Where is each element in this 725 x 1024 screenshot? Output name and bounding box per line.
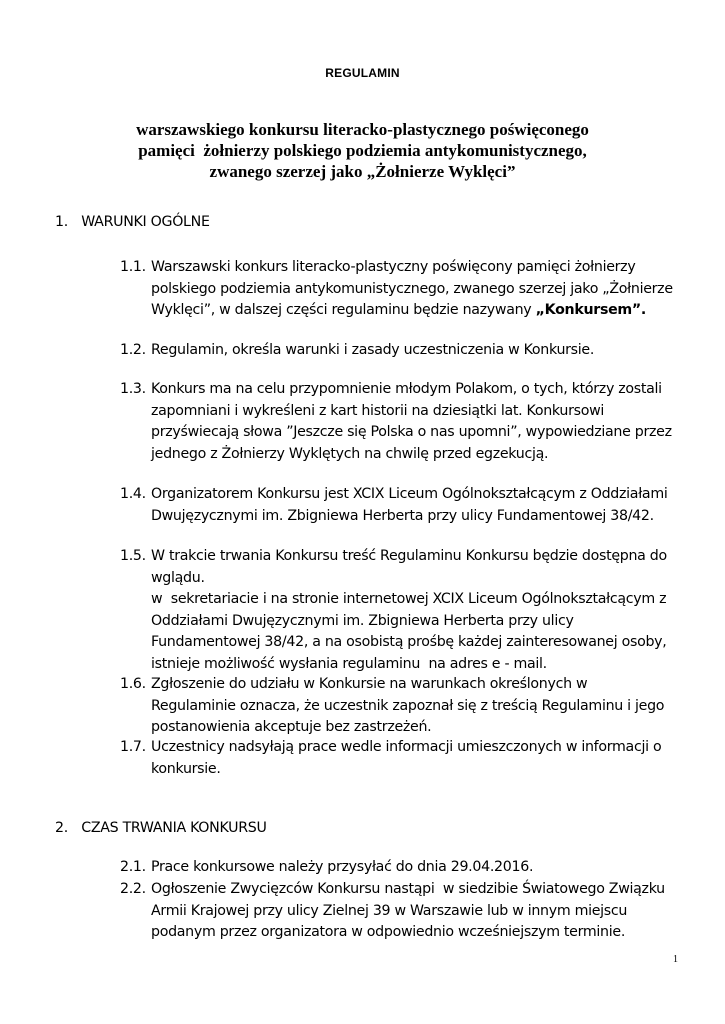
- paragraph-line: jednego z Żołnierzy Wyklętych na chwilę przed egzekucją.: [151, 445, 549, 462]
- section-heading-1: [55, 214, 210, 230]
- paragraph-line: podanym przez organizatora w odpowiednio wcześniejszym terminie.: [151, 924, 626, 940]
- paragraph-line: Armii Krajowej przy ulicy Zielnej 39 w Warszawie lub w innym miejscu: [151, 902, 628, 919]
- paragraph-line: Zgłoszenie do udziału w Konkursie na warunkach określonych w: [151, 676, 588, 692]
- paragraph-2-1: [120, 857, 690, 879]
- paragraph-number: 1.6.: [120, 676, 146, 692]
- paragraph-line: Regulaminie oznacza, że uczestnik zapoznał się z treścią Regulaminu i jego: [151, 697, 665, 714]
- paragraph-2-2: [120, 879, 690, 944]
- paragraph-number: 1.7.: [120, 739, 146, 755]
- paragraph-line: zapomniani i wykreśleni z kart historii na dziesiątki lat. Konkursowi: [151, 402, 605, 419]
- paragraph-line: konkursie.: [151, 760, 221, 777]
- paragraph-line: Warszawski konkurs literacko-plastyczny poświęcony pamięci żołnierzy: [151, 259, 636, 275]
- section-number: 1.: [55, 214, 68, 230]
- section-title: CZAS TRWANIA KONKURSU: [81, 820, 267, 836]
- document-title: REGULAMIN: [325, 66, 400, 80]
- paragraph-number: 1.3.: [120, 381, 146, 397]
- paragraph-line: Regulamin, określa warunki i zasady uczestniczenia w Konkursie.: [151, 342, 595, 358]
- paragraph-line: W trakcie trwania Konkursu treść Regulaminu Konkursu będzie dostępna do: [151, 548, 667, 564]
- konkurs-term: „Konkursem”.: [535, 302, 647, 318]
- paragraph-line: Ogłoszenie Zwycięzców Konkursu nastąpi w siedzibie Światowego Związku: [151, 881, 665, 897]
- paragraph-1-6: [120, 674, 690, 739]
- section-number: 2.: [55, 820, 68, 836]
- document-subtitle: [0, 119, 725, 182]
- paragraph-line: wglądu.: [151, 569, 205, 586]
- paragraph-line: polskiego podziemia antykomunistycznego, zwanego szerzej jako „Żołnierze: [151, 280, 673, 297]
- paragraph-1-5: [120, 546, 690, 675]
- paragraph-number: 1.4.: [120, 486, 146, 502]
- section-heading-2: [55, 820, 267, 836]
- paragraph-line: Dwujęzycznymi im. Zbigniewa Herberta przy ulicy Fundamentowej 38/42.: [151, 507, 654, 524]
- section-title: WARUNKI OGÓLNE: [81, 214, 210, 230]
- subtitle-line: zwanego szerzej jako „Żołnierze Wyklęci”: [209, 162, 516, 181]
- paragraph-line: Uczestnicy nadsyłają prace wedle informacji umieszczonych w informacji o: [151, 739, 662, 755]
- paragraph-line: Oddziałami Dwujęzycznymi im. Zbigniewa Herberta przy ulicy: [151, 612, 574, 629]
- paragraph-1-1: [120, 257, 690, 322]
- paragraph-line: [151, 300, 690, 322]
- paragraph-number: 1.5.: [120, 548, 146, 564]
- paragraph-1-7: [120, 737, 690, 780]
- paragraph-text: Wyklęci”, w dalszej części regulaminu będzie nazywany: [151, 302, 536, 318]
- paragraph-line: Konkurs ma na celu przypomnienie młodym Polakom, o tych, którzy zostali: [151, 381, 662, 397]
- paragraph-line: postanowienia akceptuje bez zastrzeżeń.: [151, 719, 432, 735]
- subtitle-line: pamięci żołnierzy polskiego podziemia antykomunistycznego,: [138, 141, 587, 160]
- paragraph-line: Prace konkursowe należy przysyłać do dnia 29.04.2016.: [151, 859, 534, 875]
- paragraph-1-4: [120, 484, 690, 527]
- paragraph-line: przyświecają słowa ”Jeszcze się Polska o nas upomni”, wypowiedziane przez: [151, 424, 672, 440]
- paragraph-1-2: [120, 340, 690, 362]
- paragraph-number: 2.1.: [120, 859, 146, 875]
- page-number: 1: [673, 954, 678, 965]
- paragraph-number: 1.1.: [120, 259, 146, 275]
- paragraph-line: Fundamentowej 38/42, a na osobistą prośbę każdej zainteresowanej osoby,: [151, 634, 667, 650]
- paragraph-number: 2.2.: [120, 881, 146, 897]
- paragraph-line: Organizatorem Konkursu jest XCIX Liceum Ogólnokształcącym z Oddziałami: [151, 486, 668, 502]
- paragraph-number: 1.2.: [120, 342, 146, 358]
- paragraph-line: w sekretariacie i na stronie internetowej XCIX Liceum Ogólnokształcącym z: [151, 591, 667, 607]
- paragraph-1-3: [120, 379, 690, 465]
- paragraph-line: istnieje możliwość wysłania regulaminu na adres e - mail.: [151, 655, 547, 672]
- subtitle-line: warszawskiego konkursu literacko-plastycznego poświęconego: [136, 120, 589, 139]
